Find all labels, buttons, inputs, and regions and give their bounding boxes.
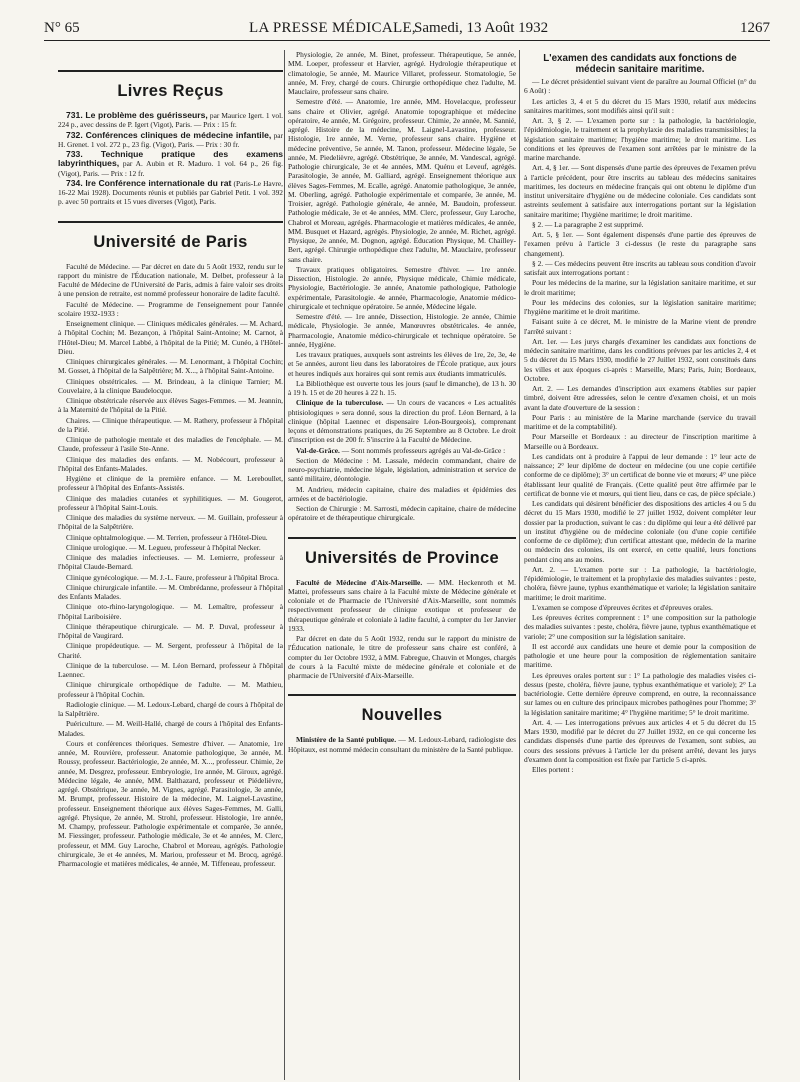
issue-number: N° 65 [44, 20, 80, 36]
paragraph: Hygiène et clinique de la première enfance. — M. Lereboullet, professeur à l'hôpital des Enfants-Assistés. [58, 474, 283, 493]
page-header [44, 18, 770, 41]
paragraph: Physiologie, 2e année, M. Binet, professeur. Thérapeutique, 5e année, MM. Loeper, professeur et Harvier, agrégé. Hydrologie thérapeutique et climatologie, 5e année, M. Maurice Villaret, professeur. Stomatologie, 5e année, M. Frey, chargé de cours. Chirurgie orthopédique chez l'adulte, M. Mauclaire, professeur sans chaire. [288, 50, 516, 96]
paragraph: Chaires. — Clinique thérapeutique. — M. Rathery, professeur à l'hôpital de la Pitié. [58, 415, 283, 434]
paragraph: Clinique chirurgicale orthopédique de l'adulte. — M. Mathieu, professeur à l'hôpital Cochin. [58, 680, 283, 699]
paragraph-text: — Un cours de vacances « Les actualités phtisiologiques » sera donné, sous la direction du prof. Léon Bernard, à la clinique (hôpital Laennec et dispensaire Léon-Bourgeois), comprenant leçons et démonstrations pratiques, du 26 Septembre au 8 Octobre. Le droit d'inscription est de 200 fr. S'inscrire à la Faculté de Médecine. [288, 398, 516, 445]
paragraph: Faculté de Médecine. — Programme de l'enseignement pour l'année scolaire 1932-1933 : [58, 299, 283, 318]
book-entry [58, 131, 283, 150]
paragraph: Art. 5, § 1er. — Sont également dispensés d'une partie des épreuves de l'examen prévu à l'article 3 ci-dessus (le reste du paragraphe sans changement). [524, 230, 756, 258]
paragraph-text: — M. Ledoux-Lebard, radiologiste des Hôpitaux, est nommé médecin consultant du ministère de la Santé publique. [288, 735, 516, 754]
paragraph: § 2. — La paragraphe 2 est supprimé. [532, 219, 644, 229]
paragraph: Pour les médecins des colonies, sur la législation sanitaire maritime; l'hygiène maritime et le droit maritime. [524, 297, 756, 316]
paragraph: Clinique propédeutique. — M. Sergent, professeur à l'hôpital de la Charité. [58, 641, 283, 660]
column-left [58, 50, 283, 1080]
paragraph: Clinique oto-rhino-laryngologique. — M. Lemaître, professeur à l'hôpital Lariboisière. [58, 602, 283, 621]
book-entry [58, 111, 283, 130]
paragraph: Les candidats ont à produire à l'appui de leur demande : 1° leur acte de naissance; 2° leur diplôme de docteur en médecine (ou une copie certifiée conforme de ce diplôme); 3° un certificat de bonne vie et mœurs; 4° une pièce établissant leur qualité de Français. (Cette qualité peut être affirmée par le certificat de bonne vie et mœurs, qui tient lieu, dans ce cas, de pièce spéciale.) [524, 451, 756, 498]
paragraph: Clinique de la tuberculose. — M. Léon Bernard, professeur à l'hôpital Laennec. [58, 660, 283, 679]
column-divider [519, 50, 520, 1080]
paragraph: Les épreuves orales portent sur : 1° La pathologie des maladies visées ci-dessus (peste, choléra, fièvre jaune, typhus exanthématique et variole); 2° La bactériologie. Cette dernière épreuve comprend, en outre, la reconnaissance sur lames ou en culture des principaux microbes pathogènes pour l'homme; 3° la législation sanitaire maritime; 4° l'hygiène maritime; 5° le droit maritime. [524, 670, 756, 717]
paragraph: Enseignement clinique. — Cliniques médicales générales. — M. Achard, à l'hôpital Cochin; M. Bezançon, à l'hôpital Saint-Antoine; M. Carnot, à l'Hôtel-Dieu; M. Marcel Labbé, à l'hôpital de la Pitié; M. Cunéo, à l'Hôtel-Dieu. [58, 319, 283, 356]
paragraph [288, 578, 516, 634]
book-title: 733. Technique pratique des examens labyrinthiques, [58, 149, 283, 169]
paragraph: Travaux pratiques obligatoires. Semestre d'hiver. — 1re année. Dissection, Histologie. 2e année, Physique médicale, Chimie médicale, Physiologie, Bactériologie. 3e année, Anatomie pathologique, Pathologie expérimentale, Parasitologie. 4e année, Pharmacologie, Anatomie médico-chirurgicale et technique opératoire. 5e année, Médecine légale. [288, 264, 516, 311]
book-details: (Paris-Le Havre, 16-22 Mai 1928). Documents réunis et publiés par Gabriel Petit. 1 vol. 392 p. avec 50 portraits et 15 vues diverses (Vigot), Paris. [58, 178, 283, 207]
book-title: 732. Conférences cliniques de médecine infantile, [66, 129, 272, 140]
page-number: 1267 [740, 20, 770, 36]
paragraph [288, 446, 516, 455]
paragraph: La Bibliothèque est ouverte tous les jours (sauf le dimanche), de 13 h. 30 à 19 h. 15 et de 20 heures à 22 h. 15. [288, 378, 516, 397]
paragraph: Radiologie clinique. — M. Ledoux-Lebard, chargé de cours à l'hôpital de la Salpêtrière. [58, 699, 283, 718]
book-details: par A. Aubin et R. Maduro. 1 vol. 64 p., 26 fig. (Vigot), Paris. — Prix : 12 fr. [58, 159, 283, 178]
paragraph: Faculté de Médecine. — Par décret en date du 5 Août 1932, rendu sur le rapport du ministre de l'Éducation nationale, M. Delbet, professeur à la Faculté de Médecine de l'Université de Paris, admis à faire valoir ses droits à une pension de retraite, est nommé professeur honoraire de ladite faculté. [58, 261, 283, 299]
paragraph: Cours et conférences théoriques. Semestre d'hiver. — Anatomie, 1re année, M. Rouvière, professeur. Anatomie pathologique, 3e année, M. Roussy, professeur. Bactériologie, 2e année, M. X..., professeur. Chimie, 2e année, M. Desgrez, professeur. Embryologie, 1re année, M. Giroux, agrégé. Médecine légale, 4e année, MM. Balthazard, professeur et Piédelièvre, agrégé. Obstétrique, 3e année, M. Vignes, agrégé. Parasitologie, 3e année, M. Brumpt, professeur. Histoire de la médecine, M. Laignel-Lavastine, professeur. Enseignement théorique aux élèves Sages-Femmes, M. Galli, agrégé. Physique, 2e année, M. Strohl, professeur. Histologie, 1re année, M. Champy, professeur. Pathologie expérimentale et comparée, 3e année, M. Fiessinger, professeur. Pathologie médicale, 3e et 4e années, M. Clerc, professeur, et MM. Guy Laroche, Chabrol et Moreau, agrégés. Pathologie chirurgicale, 3e et 4e années, M. Mariou, professeur et M. Brocq, agrégé. Pharmacologie et matières médicales, 4e année, M. Tiffeneau, professeur. [58, 738, 283, 868]
paragraph: Clinique urologique. — M. Legueu, professeur à l'hôpital Necker. [66, 542, 261, 552]
section-rule [288, 694, 516, 696]
paragraph: Clinique des maladies des enfants. — M. Nobécourt, professeur à l'hôpital des Enfants-Malades. [58, 454, 283, 473]
section-title-livres: Livres Reçus [117, 82, 224, 100]
section-title-nouvelles: Nouvelles [361, 706, 443, 725]
paragraph: Clinique des maladies infectieuses. — M. Lemierre, professeur à l'hôpital Claude-Bernard. [58, 553, 283, 572]
paragraph: Clinique chirurgicale infantile. — M. Ombrédanne, professeur à l'hôpital des Enfants Malades. [58, 582, 283, 601]
subheading: Clinique de la tuberculose. [296, 398, 384, 408]
book-list [58, 111, 283, 207]
subheading: Val-de-Grâce. [296, 445, 340, 455]
paragraph: Clinique des maladies du système nerveux. — M. Guillain, professeur à l'hôpital de la Salpêtrière. [58, 513, 283, 532]
column-right [524, 50, 756, 1080]
paragraph: Clinique des maladies cutanées et syphilitiques. — M. Gougerot, professeur à l'hôpital Saint-Louis. [58, 493, 283, 512]
subheading: Faculté de Médecine d'Aix-Marseille. [296, 577, 423, 587]
paragraph: Pour Marseille et Bordeaux : au directeur de l'inscription maritime à Marseille ou à Bordeaux. [524, 432, 756, 451]
paragraph: Clinique ophtalmologique. — M. Terrien, professeur à l'Hôtel-Dieu. [66, 532, 268, 542]
subheading: Ministère de la Santé publique. [296, 735, 397, 745]
issue-date: Samedi, 13 Août 1932 [414, 20, 549, 36]
paragraph: Art. 4. — Les interrogations prévues aux articles 4 et 5 du décret du 15 Mars 1930, modifié par le décret du 27 Juillet 1932, en ce qui concerne les candidats dispensés d'une partie des épreuves de l'examen, sont subies, au cours des sessions prévues à l'article 1er du présent arrêté, devant les jurys d'examen dont la composition est fixée par l'article 5 ci-après. [524, 717, 756, 764]
paragraph: Section de Chirurgie : M. Sarrosti, médecin capitaine, chaire de médecine opératoire et de thérapeutique chirurgicale. [288, 504, 516, 523]
journal-title: LA PRESSE MÉDICALE, [249, 20, 416, 36]
paragraph: — Le décret présidentiel suivant vient de paraître au Journal Officiel (n° du 6 Août) : [524, 77, 756, 96]
paragraph: Art. 2. — L'examen porte sur : La pathologie, la bactériologie, l'épidémiologie, le traitement et la prophylaxie des maladies suivantes : peste, choléra, fièvre jaune, typhus exanthématique et variole; la législation sanitaire maritime; le droit maritime. [524, 564, 756, 602]
paragraph: Clinique obstétricale réservée aux élèves Sages-Femmes. — M. Jeannin, à la Maternité de l'hôpital de la Pitié. [58, 396, 283, 415]
book-details: par H. Grenet. 1 vol. 272 p., 23 fig. (Vigot), Paris. — Prix : 30 fr. [58, 130, 283, 149]
paragraph-text: — MM. Heckenroth et M. Mattei, professeurs sans chaire à la Faculté mixte de Médecine générale et coloniale et de Pharmacie de l'Université d'Aix-Marseille, sont nommés respectivement professeur de clinique exotique et professeur de thérapeutique générale et coloniale à ladite faculté, à compter du 1er Janvier 1933. [288, 577, 516, 633]
paragraph: Section de Médecine : M. Lassale, médecin commandant, chaire de neuro-psychiatrie, médecine légale, législation, administration et service de santé militaire, déontologie. [288, 455, 516, 484]
book-title: 731. Le problème des guérisseurs, [66, 110, 208, 120]
section-title-universites-province: Universités de Province [305, 548, 499, 567]
paragraph: Art. 4, § 1er. — Sont dispensés d'une partie des épreuves de l'examen prévu à l'article précédent, pour être inscrits au tableau des médecins sanitaires maritimes, les docteurs en médecine français qui ont obtenu le diplôme d'un institut universitaire d'hygiène ou de médecine coloniale. Ces candidats sont astreints seulement à satisfaire aux interrogations portant sur la législation sanitaire maritime; l'hygiène maritime; le droit maritime. [524, 163, 756, 219]
paragraph: § 2. — Ces médecins peuvent être inscrits au tableau sous condition d'avoir satisfait aux interrogations portant : [524, 258, 756, 277]
paragraph-text: — Sont nommés professeurs agrégés au Val-de-Grâce : [341, 445, 506, 455]
paragraph: L'examen se compose d'épreuves écrites et d'épreuves orales. [532, 602, 713, 612]
article-body [288, 50, 516, 397]
paragraph [288, 735, 516, 754]
paragraph: Cliniques obstétricales. — M. Brindeau, à la clinique Tarnier; M. Couvelaire, à la clinique Baudelocque. [58, 376, 283, 395]
paragraph: Les épreuves écrites comprennent : 1° une composition sur la pathologie des maladies suivantes : peste, choléra, fièvre jaune, typhus exanthématique et variole; 2° une composition sur la législation sanitaire. [524, 613, 756, 641]
paragraph: Par décret en date du 5 Août 1932, rendu sur le rapport du ministre de l'Éducation nationale, le titre de professeur sans chaire est conféré, à compter du 1er Octobre 1932, à MM. Fabregue, Chauvin et Monges, chargés de cours à la Faculté mixte de médecine générale et coloniale et de pharmacie de l'Université d'Aix-Marseille. [288, 634, 516, 680]
section-rule [58, 70, 283, 72]
paragraph: Pour Paris : au ministère de la Marine marchande (service du travail maritime et de la comptabilité). [524, 412, 756, 431]
paragraph: Semestre d'été. — 1re année, Dissection, Histologie. 2e année, Chimie médicale, Physiologie. 3e année, Manœuvres obstétricales. 4e année, Pharmacologie, Anatomie médico-chirurgicale et technique opératoire. 5e année, Hygiène. [288, 312, 516, 349]
paragraph: Clinique gynécologique. — M. J.-L. Faure, professeur à l'hôpital Broca. [66, 572, 279, 582]
paragraph: Puériculture. — M. Weill-Hallé, chargé de cours à l'hôpital des Enfants-Malades. [58, 719, 283, 738]
book-entry [58, 150, 283, 178]
column-middle [288, 50, 516, 1080]
paragraph: Faisant suite à ce décret, M. le ministre de la Marine vient de prendre l'arrêté suivant : [524, 317, 756, 336]
article-body [58, 262, 283, 869]
article-heading: L'examen des candidats aux fonctions de médecin sanitaire maritime. [543, 53, 737, 75]
paragraph: Les candidats qui désirent bénéficier des dispositions des articles 4 ou 5 du décret du 15 Mars 1930, modifié le 27 juillet 1932, doivent compléter leur dossier par la production, suivant le cas : du diplôme qui leur a été délivré par un institut d'hygiène ou de médecine coloniale (ou d'une copie certifiée conforme de ce diplôme); d'un certificat attestant que, médecin de la marine ou médecin des colonies, ils ont exercé, en cette qualité, leurs fonctions pendant cinq ans au moins. [524, 499, 756, 564]
book-details: par Maurice Igert. 1 vol. 224 p., avec dessins de P. Igert (Vigot), Paris. — Prix : 15 fr. [58, 111, 283, 130]
paragraph: Pour les médecins de la marine, sur la législation sanitaire maritime, et sur le droit maritime; [524, 278, 756, 297]
book-title: 734. Ire Conférence internationale du rat [66, 177, 232, 188]
paragraph: Art. 3, § 2. — L'examen porte sur : la pathologie, la bactériologie, l'épidémiologie, le traitement et la prophylaxie des maladies transmissibles; la législation sanitaire maritime; l'hygiène maritime; le droit maritime. Les conditions et les épreuves de l'examen sont arrêtées par le ministre de la marine marchande. [524, 116, 756, 162]
paragraph: Art. 2. — Les demandes d'inscription aux examens établies sur papier timbré, doivent être adressées, selon le centre d'examen choisi, et un mois avant la date d'ouverture de la session : [524, 384, 756, 412]
paragraph [288, 398, 516, 444]
paragraph: Cliniques chirurgicales générales. — M. Lenormant, à l'hôpital Cochin; M. Gosset, à l'hôpital de la Salpêtrière; M. X..., à l'hôpital Saint-Antoine. [58, 357, 283, 376]
paragraph: Elles portent : [532, 765, 574, 774]
paragraph: Les articles 3, 4 et 5 du décret du 15 Mars 1930, relatif aux médecins sanitaires maritimes, sont modifiés ainsi qu'il suit : [524, 96, 756, 115]
paragraph: M. Andrieu, médecin capitaine, chaire des maladies et épidémies des armées et de bactériologie. [288, 484, 516, 503]
paragraph: Art. 1er. — Les jurys chargés d'examiner les candidats aux fonctions de médecin sanitaire maritime, dans les conditions prévues par les articles 2, 4 et 5 du décret du 15 Mars 1930, modifié le 27 Juillet 1932, sont constitués dans les villes et aux époques ci-après : Marseille, Mars; Paris, Juin; Bordeaux, Octobre. [524, 336, 756, 383]
section-rule [288, 537, 516, 539]
paragraph: Il est accordé aux candidats une heure et demie pour la composition de pathologie et une heure pour la composition de réglementation sanitaire maritime. [524, 641, 756, 670]
book-entry [58, 179, 283, 207]
paragraph: Clinique de pathologie mentale et des maladies de l'encéphale. — M. Claude, professeur à l'asile Ste-Anne. [58, 435, 283, 454]
paragraph: Clinique thérapeutique chirurgicale. — M. P. Duval, professeur à l'hôpital de Vaugirard. [58, 621, 283, 640]
article-body [524, 77, 756, 774]
column-divider [284, 50, 285, 1080]
section-rule [58, 221, 283, 223]
section-title-universite-paris: Université de Paris [93, 232, 248, 251]
paragraph: Semestre d'été. — Anatomie, 1re année, MM. Hovelacque, professeur sans chaire et Olivier, agrégé. Anatomie topographique et médecine opératoire, 4e année, M. Grégoire, professeur. Chimie, 2e année, M. Sannié, agrégé. Histoire de la médecine, M. Laignel-Lavastine, professeur. Histologie, 1re année, M. Verne, professeur sans chaire. Hygiène et médecine préventive, 5e année, M. Tanon, professeur. Médecine légale, 5e année, M. Piedelièvre, agrégé. Obstétrique, 3e année, M. Vandescal, agrégé. Pathologie chirurgicale, 3e et 4e années, MM. Quénu et Leveuf, agrégés. Parasitologie, 3e année, M. Galliard, agrégé. Enseignement théorique aux élèves Sages-Femmes, M. Ecalle, agrégé. Anatomie pathologique, 3e année, M. Oberling, agrégé. Pathologie expérimentale et comparée, 3e année, M. Troisier, agrégé. Pathologie générale, 4e année, M. Baudoin, professeur. Pathologie médicale, 3e et 4e années, MM. Clerc, professeur, Guy Laroche, Chabrol et Moreau, agrégés. Pharmacologie et matières médicales, 4e année, MM. Busquet et Hazard, agrégés. Physiologie, 2e année, M. Richet, agrégé. Physique, 2e année, M. Dognon, agrégé. Éducation Physique, M. Chailley-Bert, agrégé. Chirurgie orthopédique chez l'adulte, M. Mauclaire, professeur sans chaire. [288, 97, 516, 264]
paragraph: Les travaux pratiques, auxquels sont astreints les élèves de 1re, 2e, 3e, 4e et 5e années, auront lieu dans les laboratoires de l'École pratique, aux jours et heures indiqués aux horaires qui sont remis aux étudiants immatriculés. [288, 350, 516, 378]
